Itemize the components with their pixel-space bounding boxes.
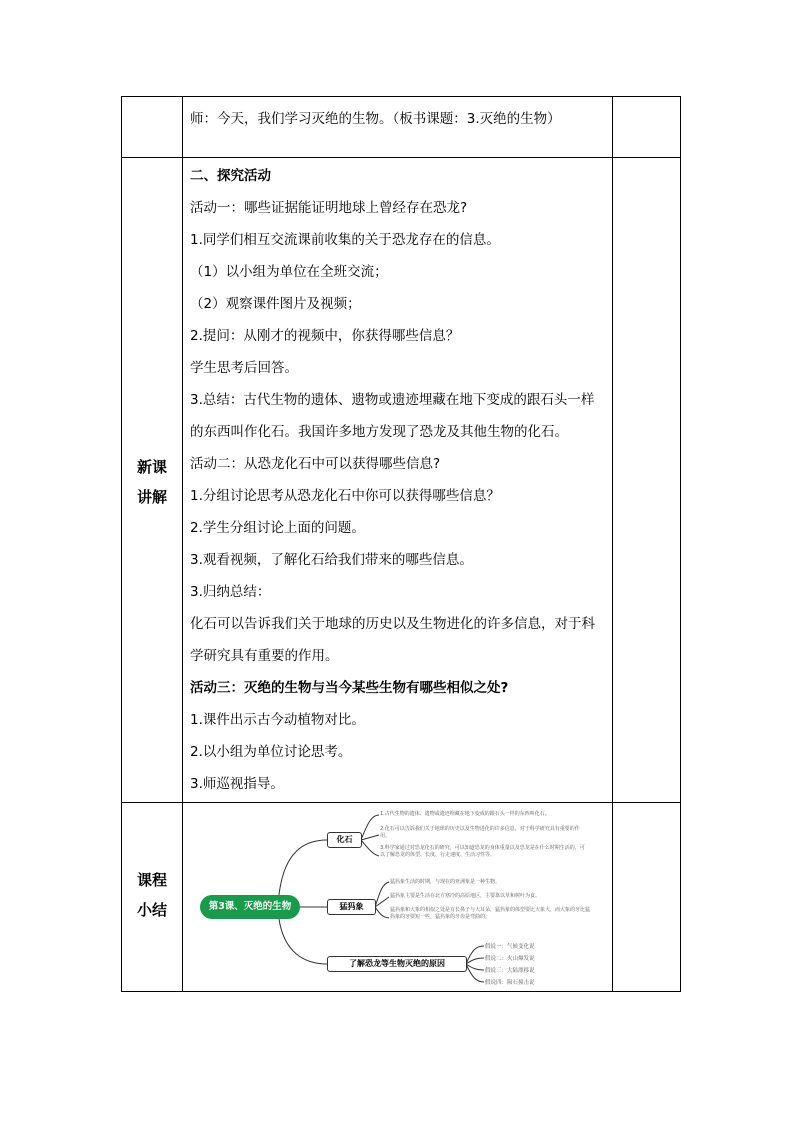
mind-map-leaf: 假说四：陨石撞击说 (485, 980, 535, 986)
content-line: 化石可以告诉我们关于地球的历史以及生物进化的许多信息，对于科 (190, 616, 595, 632)
content-line: 3.总结：古代生物的遗体、遗物或遗迹埋藏在地下变成的跟石头一样 (190, 392, 595, 408)
content-line: 二、探究活动 (190, 168, 271, 184)
mind-map-node-mammoth: 猛犸象 (327, 899, 376, 915)
lesson-table (121, 96, 681, 992)
mind-map-leaf: 假说一：气候变化说 (485, 944, 535, 950)
row-divider (122, 157, 680, 158)
content-line: 2.以小组为单位讨论思考。 (190, 744, 352, 760)
content-line: 2.学生分组讨论上面的问题。 (190, 520, 365, 536)
mind-map-note: 猛犸象和大象的相似之处是有长鼻子与大耳朵，猛犸象的体型要比大象大，而大象的牙比猛犸象的牙要短一些，猛犸象的牙齿是弯曲的。 (390, 907, 591, 920)
content-line: 的东西叫作化石。我国许多地方发现了恐龙及其他生物的化石。 (190, 424, 568, 440)
content-line: 学生思考后回答。 (190, 360, 298, 376)
content-line: 3.师巡视指导。 (190, 776, 284, 792)
mind-map-note: 3.科学家通过对恐龙化石的研究，可以知道恐龙的身体重量以及恐龙是在什么时期生活的，可以了解恐龙的体型、长度、行走速度、生活习性等。 (380, 845, 585, 858)
content-line: 活动一：哪些证据能证明地球上曾经存在恐龙? (190, 200, 468, 216)
mind-map-note: 1.古代生物的遗体、遗物或遗迹埋藏在地下变成的跟石头一样的东西叫化石。 (380, 811, 550, 817)
row-label-new-lesson: 新课 讲解 (136, 458, 167, 506)
mind-map-node-extinction-causes: 了解恐龙等生物灭绝的原因 (327, 956, 467, 972)
content-line: 3.观看视频，了解化石给我们带来的哪些信息。 (190, 552, 473, 568)
content-line: 2.提问：从刚才的视频中，你获得哪些信息？ (190, 328, 460, 344)
content-line: 1.分组讨论思考从恐龙化石中你可以获得哪些信息？ (190, 488, 500, 504)
intro-line: 师：今天，我们学习灭绝的生物。（板书课题：3.灭绝的生物） (190, 111, 561, 127)
row-label-summary: 课程 小结 (136, 871, 167, 919)
mind-map-note: 猛犸象主要是生活在北方寒冷的高原地区，主要靠以草和树叶为食。 (390, 893, 541, 899)
content-line: （2）观察课件图片及视频； (190, 296, 361, 312)
content-line: 活动二：从恐龙化石中可以获得哪些信息? (190, 456, 441, 472)
content-line: （1）以小组为单位在全班交流； (190, 264, 388, 280)
mind-map-root: 第3课、灭绝的生物 (200, 895, 300, 919)
mind-map-leaf: 假说二：火山爆发说 (485, 956, 535, 962)
mind-map-note: 猛犸象生活的时期，与现在的亚洲象是一种生物。 (390, 879, 501, 885)
content-line: 1.课件出示古今动植物对比。 (190, 712, 365, 728)
content-line: 1.同学们相互交流课前收集的关于恐龙存在的信息。 (190, 232, 500, 248)
column-divider (182, 97, 183, 991)
mind-map-node-fossil: 化石 (327, 832, 362, 848)
content-line: 活动三：灭绝的生物与当今某些生物有哪些相似之处? (190, 680, 509, 696)
mind-map-note: 2.化石可以告诉我们关于地球的历史以及生物进化的许多信息，对于科学研究具有重要的作用。 (380, 826, 580, 839)
mind-map (184, 802, 614, 987)
content-line: 3.归纳总结： (190, 584, 271, 600)
mind-map-leaf: 假说三：大陆漂移说 (485, 968, 535, 974)
content-line: 学研究具有重要的作用。 (190, 648, 339, 664)
